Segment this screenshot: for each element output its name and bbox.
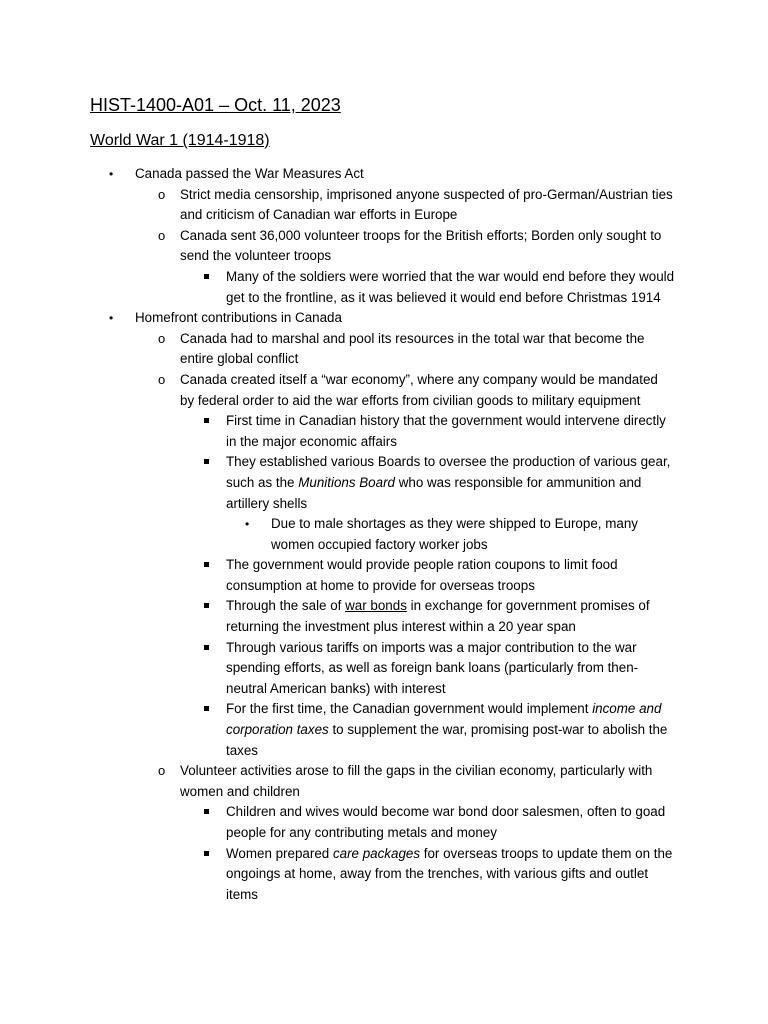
square-bullet-icon bbox=[204, 596, 209, 617]
square-bullet-icon bbox=[204, 844, 209, 865]
italic-term: care packages bbox=[332, 845, 421, 861]
circle-bullet-icon: o bbox=[158, 186, 166, 202]
italic-term: income and corporation taxes bbox=[226, 701, 662, 738]
list-item bbox=[226, 411, 675, 452]
text-run: They established various Boards to oversee the production of various gear, such as the bbox=[226, 454, 671, 490]
list-item-text: Strict media censorship, imprisoned anyone suspected of pro-German/Austrian ties and criticism of Canadian war efforts in Europe bbox=[180, 186, 673, 223]
list-item-text bbox=[226, 701, 667, 757]
bullet-icon: • bbox=[109, 311, 114, 326]
list-item bbox=[245, 514, 675, 555]
circle-bullet-icon: o bbox=[158, 763, 166, 779]
list-item bbox=[158, 761, 675, 802]
list-item-text: Canada created itself a “war economy”, where any company would be mandated by federal order to aid the war efforts from civilian goods to military equipment bbox=[180, 371, 658, 408]
list-item-text: Canada had to marshal and pool its resources in the total war that become the entire global conflict bbox=[180, 330, 645, 367]
list-item bbox=[158, 329, 675, 370]
list-item bbox=[109, 308, 675, 329]
list-item bbox=[226, 267, 675, 308]
square-bullet-icon bbox=[204, 267, 209, 288]
list-item-text: Canada sent 36,000 volunteer troops for the British efforts; Borden only sought to send the volunteer troops bbox=[180, 227, 662, 264]
list-item bbox=[226, 802, 675, 843]
list-item bbox=[109, 164, 675, 185]
text-run: Women prepared bbox=[226, 845, 333, 861]
list-item-text: Through various tariffs on imports was a major contribution to the war spending efforts, as well as foreign bank loans (particularly from then-neutral American banks) with interest bbox=[226, 639, 639, 696]
notes-list bbox=[0, 164, 768, 905]
list-item bbox=[158, 226, 675, 267]
list-item bbox=[226, 699, 675, 761]
list-item-text: Due to male shortages as they were shipped to Europe, many women occupied factory worker jobs bbox=[271, 516, 638, 552]
list-item-text: Canada passed the War Measures Act bbox=[135, 166, 364, 181]
list-item-text: First time in Canadian history that the government would intervene directly in the major economic affairs bbox=[226, 413, 666, 449]
list-item bbox=[226, 638, 675, 700]
text-run: who was responsible for ammunition and artillery shells bbox=[226, 474, 642, 511]
list-item bbox=[158, 185, 675, 226]
list-item-text: Many of the soldiers were worried that the war would end before they would get to the frontline, as it was believed it would end before Christmas 1914 bbox=[226, 268, 675, 305]
underlined-term: war bonds bbox=[345, 598, 407, 614]
list-item-text: Children and wives would become war bond door salesmen, often to goad people for any contributing metals and money bbox=[226, 804, 666, 840]
list-item bbox=[226, 555, 675, 596]
italic-term: Munitions Board bbox=[298, 474, 395, 490]
text-run: Through the sale of bbox=[226, 598, 346, 614]
list-item-text bbox=[226, 598, 650, 634]
square-bullet-icon bbox=[204, 699, 209, 720]
text-run: for overseas troops to update them on the ongoings at home, away from the trenches, with various gifts and outlet items bbox=[226, 845, 673, 902]
list-item-text bbox=[226, 846, 672, 902]
bullet-icon: • bbox=[109, 167, 114, 181]
square-bullet-icon bbox=[204, 452, 209, 473]
list-item-text bbox=[226, 454, 670, 510]
circle-bullet-icon: o bbox=[158, 227, 166, 243]
section-heading: World War 1 (1914-1918) bbox=[90, 132, 270, 149]
bullet-icon: • bbox=[245, 517, 250, 532]
square-bullet-icon bbox=[204, 555, 209, 576]
square-bullet-icon bbox=[204, 802, 209, 823]
text-run: For the first time, the Canadian government would implement bbox=[226, 701, 593, 717]
circle-bullet-icon: o bbox=[158, 330, 166, 346]
list-item bbox=[158, 370, 675, 411]
square-bullet-icon bbox=[204, 638, 209, 659]
circle-bullet-icon: o bbox=[158, 371, 166, 387]
list-item bbox=[226, 452, 675, 514]
list-item bbox=[226, 596, 675, 637]
list-item bbox=[226, 844, 675, 906]
text-run: in exchange for government promises of returning the investment plus interest within a 20 year span bbox=[226, 598, 650, 635]
list-item-text: The government would provide people ration coupons to limit food consumption at home to provide for overseas troops bbox=[226, 557, 618, 593]
text-run: to supplement the war, promising post-war to abolish the taxes bbox=[226, 722, 668, 758]
square-bullet-icon bbox=[204, 411, 209, 432]
document-title: HIST-1400-A01 – Oct. 11, 2023 bbox=[90, 95, 341, 115]
list-item-text: Volunteer activities arose to fill the gaps in the civilian economy, particularly with women and children bbox=[180, 763, 653, 799]
list-item-text: Homefront contributions in Canada bbox=[135, 310, 342, 326]
